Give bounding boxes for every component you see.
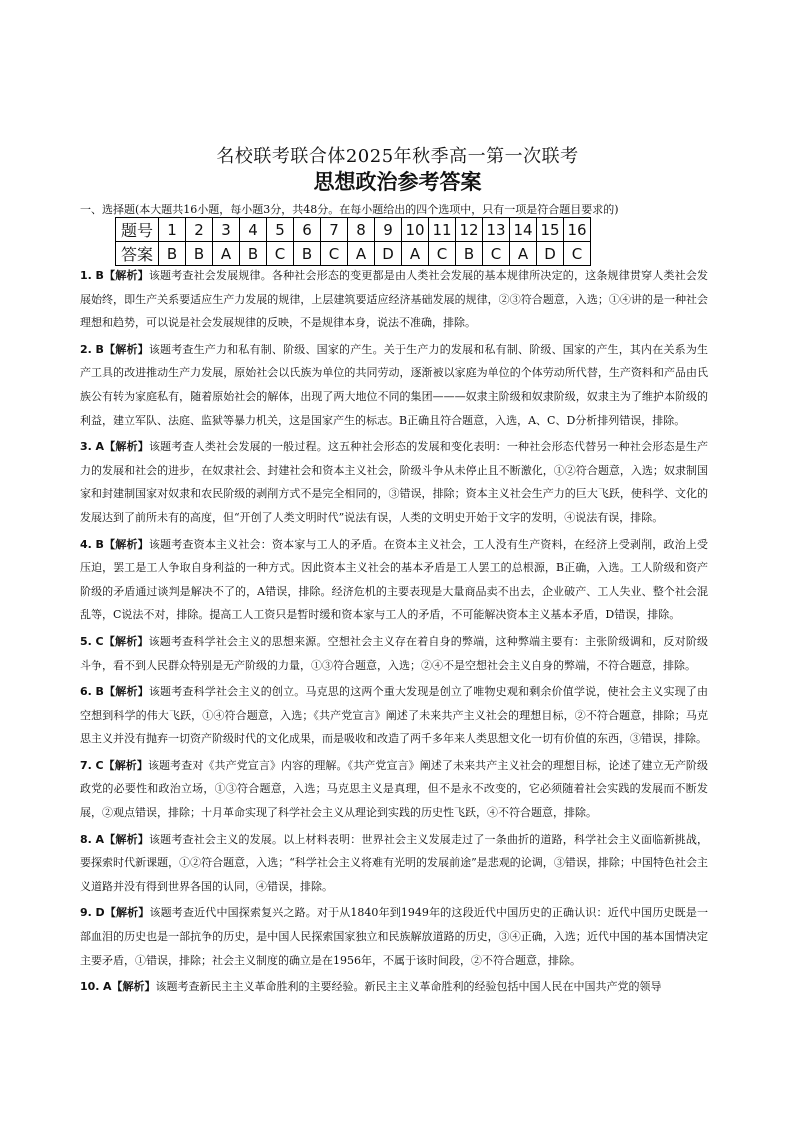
explanation-item (80, 435, 708, 529)
item-number: 4. (80, 537, 92, 551)
explanation-item (80, 975, 708, 999)
item-text: 该题考查对《共产党宣言》内容的理解。《共产党宣言》阐述了未来共产主义社会的理想目标，论述了建立无产阶级政党的必要性和政治立场，①③符合题意，入选；马克思主义是真理，但不是永不改变的，它必须随着社会实践的发展而不断发展，②观点错误，排除；十月革命实现了科学社会主义从理论到实践的历史性飞跃，④不符合题意，排除。 (80, 758, 708, 820)
answer-cell: C (267, 242, 294, 266)
question-number: 11 (429, 218, 456, 242)
item-answer: B (95, 537, 104, 551)
item-tag: 【解析】 (104, 832, 149, 846)
answer-table (115, 217, 591, 266)
answer-cell: C (483, 242, 510, 266)
item-answer: D (95, 906, 105, 920)
item-tag: 【解析】 (104, 906, 150, 920)
page-subtitle: 思想政治参考答案 (313, 170, 482, 194)
question-number: 12 (456, 218, 483, 242)
explanation-item (80, 533, 708, 627)
answer-cell: A (348, 242, 375, 266)
question-number: 3 (213, 218, 240, 242)
item-tag: 【解析】 (103, 342, 149, 356)
explanation-item (80, 338, 708, 432)
row-label: 答案 (116, 242, 159, 266)
question-number: 1 (159, 218, 186, 242)
item-number: 3. (80, 440, 92, 454)
answer-cell: C (321, 242, 348, 266)
question-number: 5 (267, 218, 294, 242)
item-tag: 【解析】 (103, 269, 149, 282)
answer-cell: A (510, 242, 537, 266)
answer-row (116, 242, 591, 266)
explanation-list (80, 264, 708, 1002)
item-text: 该题考查生产力和私有制、阶级、国家的产生。关于生产力的发展和私有制、阶级、国家的产生，其内在关系为生产工具的改进推动生产力发展，原始社会以氏族为单位的共同劳动，逐渐被以家庭为单位的个体劳动所代替，生产资料和产品由氏族公有转为家庭私有，随着原始社会的解体，出现了两大地位不同的集团———奴隶主阶级和奴隶阶级，奴隶主为了维护本阶级的利益，建立军队、法庭、监狱等暴力机关，这是国家产生的标志。B正确且符合题意，入选，A、C、D分析排列错误，排除。 (80, 342, 709, 427)
item-answer: A (103, 980, 112, 994)
answer-cell: A (402, 242, 429, 266)
question-number: 16 (564, 218, 591, 242)
explanation-item (80, 264, 708, 335)
item-answer: B (95, 342, 104, 356)
item-number: 5. (80, 634, 92, 648)
item-answer: A (95, 832, 105, 846)
item-answer: B (95, 685, 104, 699)
item-tag: 【解析】 (103, 634, 149, 648)
explanation-item (80, 680, 708, 751)
item-number: 8. (80, 832, 92, 846)
explanation-item (80, 630, 708, 677)
question-number: 13 (483, 218, 510, 242)
question-number: 7 (321, 218, 348, 242)
item-tag: 【解析】 (104, 440, 149, 454)
item-tag: 【解析】 (103, 537, 149, 551)
answer-cell: B (294, 242, 321, 266)
item-answer: C (95, 634, 104, 648)
answer-cell: A (213, 242, 240, 266)
explanation-item (80, 828, 708, 899)
question-number: 9 (375, 218, 402, 242)
answer-cell: C (429, 242, 456, 266)
item-answer: A (95, 440, 105, 454)
answer-cell: D (537, 242, 564, 266)
question-number: 2 (186, 218, 213, 242)
explanation-item (80, 754, 708, 825)
item-number: 6. (80, 685, 92, 699)
item-text: 该题考查资本主义社会：资本家与工人的矛盾。在资本主义社会，工人没有生产资料，在经济上受剥削，政治上受压迫，罢工是工人争取自身利益的一种方式。因此资本主义社会的基本矛盾是工人罢工的总根源，B正确，入选。工人阶级和资产阶级的矛盾通过谈判是解决不了的，A错误，排除。经济危机的主要表现是大量商品卖不出去，企业破产、工人失业、整个社会混乱等，C说法不对，排除。提高工人工资只是暂时缓和资本家与工人的矛盾，不可能解决资本主义基本矛盾，D错误，排除。 (80, 537, 709, 622)
question-number: 10 (402, 218, 429, 242)
item-tag: 【解析】 (103, 758, 148, 772)
item-number: 7. (80, 758, 92, 772)
question-number: 6 (294, 218, 321, 242)
answer-cell: B (186, 242, 213, 266)
answer-cell: B (456, 242, 483, 266)
answer-cell: B (159, 242, 186, 266)
explanation-item (80, 901, 708, 972)
question-number-row (116, 218, 591, 242)
question-number: 15 (537, 218, 564, 242)
item-text: 该题考查新民主主义革命胜利的主要经验。新民主主义革命胜利的经验包括中国人民在中国共产党的领导 (155, 980, 662, 994)
answer-cell: B (240, 242, 267, 266)
question-number: 14 (510, 218, 537, 242)
question-number: 4 (240, 218, 267, 242)
item-number: 9. (80, 906, 92, 920)
question-number: 8 (348, 218, 375, 242)
answer-cell: D (375, 242, 402, 266)
item-answer: B (95, 269, 104, 282)
item-tag: 【解析】 (111, 980, 156, 994)
item-text: 该题考查科学社会主义的创立。马克思的这两个重大发现是创立了唯物史观和剩余价值学说，使社会主义实现了由空想到科学的伟大飞跃，①④符合题意，入选；《共产党宣言》阐述了未来共产主义社会的理想目标，②不符合题意，排除；马克思主义并没有抛弃一切资产阶级时代的文化成果，而是吸收和改造了两千多年来人类思想文化一切有价值的东西，③错误，排除。 (80, 685, 709, 746)
item-text: 该题考查社会发展规律。各种社会形态的变更都是由人类社会发展的基本规律所决定的，这条规律贯穿人类社会发展始终，即生产关系要适应生产力发展的规律，上层建筑要适应经济基础发展的规律，②③符合题意，入选；①④讲的是一种社会理想和趋势，可以说是社会发展规律的反映，不是规律本身，说法不准确，排除。 (80, 269, 709, 330)
item-text: 该题考查人类社会发展的一般过程。这五种社会形态的发展和变化表明：一种社会形态代替另一种社会形态是生产力的发展和社会的进步，在奴隶社会、封建社会和资本主义社会，阶级斗争从未停止且不断激化，①②符合题意，入选；奴隶制国家和封建制国家对奴隶和农民阶级的剥削方式不是完全相同的，③错误，排除；资本主义社会生产力的巨大飞跃，使科学、文化的发展达到了前所未有的高度，但“开创了人类文明时代”说法有误，人类的文明史开始于文字的发明，④说法有误，排除。 (80, 440, 708, 524)
page-title: 名校联考联合体2025年秋季高一第一次联考 (216, 146, 579, 167)
item-number: 2. (80, 342, 92, 356)
section-intro: 一、选择题(本大题共16小题，每小题3分，共48分。在每小题给出的四个选项中，只有一项是符合题目要求的) (80, 203, 619, 216)
item-answer: C (95, 758, 104, 772)
item-text: 该题考查近代中国探索复兴之路。对于从1840年到1949年的这段近代中国历史的正确认识：近代中国历史既是一部血泪的历史也是一部抗争的历史，是中国人民探索国家独立和民族解放道路的历史，③④正确，入选；近代中国的基本国情决定主要矛盾，①错误，排除；社会主义制度的确立是在1956年，不属于该时间段，②不符合题意，排除。 (80, 906, 709, 967)
row-label: 题号 (116, 218, 159, 242)
item-text: 该题考查社会主义的发展。以上材料表明：世界社会主义发展走过了一条曲折的道路，科学社会主义面临新挑战，要探索时代新课题，①②符合题意，入选；“科学社会主义将难有光明的发展前途”是悲观的论调，③错误，排除；中国特色社会主义道路并没有得到世界各国的认同，④错误，排除。 (80, 832, 708, 893)
item-tag: 【解析】 (103, 685, 149, 699)
item-number: 10. (80, 980, 100, 994)
item-text: 该题考查科学社会主义的思想来源。空想社会主义存在着自身的弊端，这种弊端主要有：主张阶级调和，反对阶级斗争，看不到人民群众特别是无产阶级的力量，①③符合题意，入选；②④不是空想社会主义自身的弊端，不符合题意，排除。 (80, 634, 709, 672)
item-number: 1. (80, 269, 92, 282)
answer-cell: C (564, 242, 591, 266)
